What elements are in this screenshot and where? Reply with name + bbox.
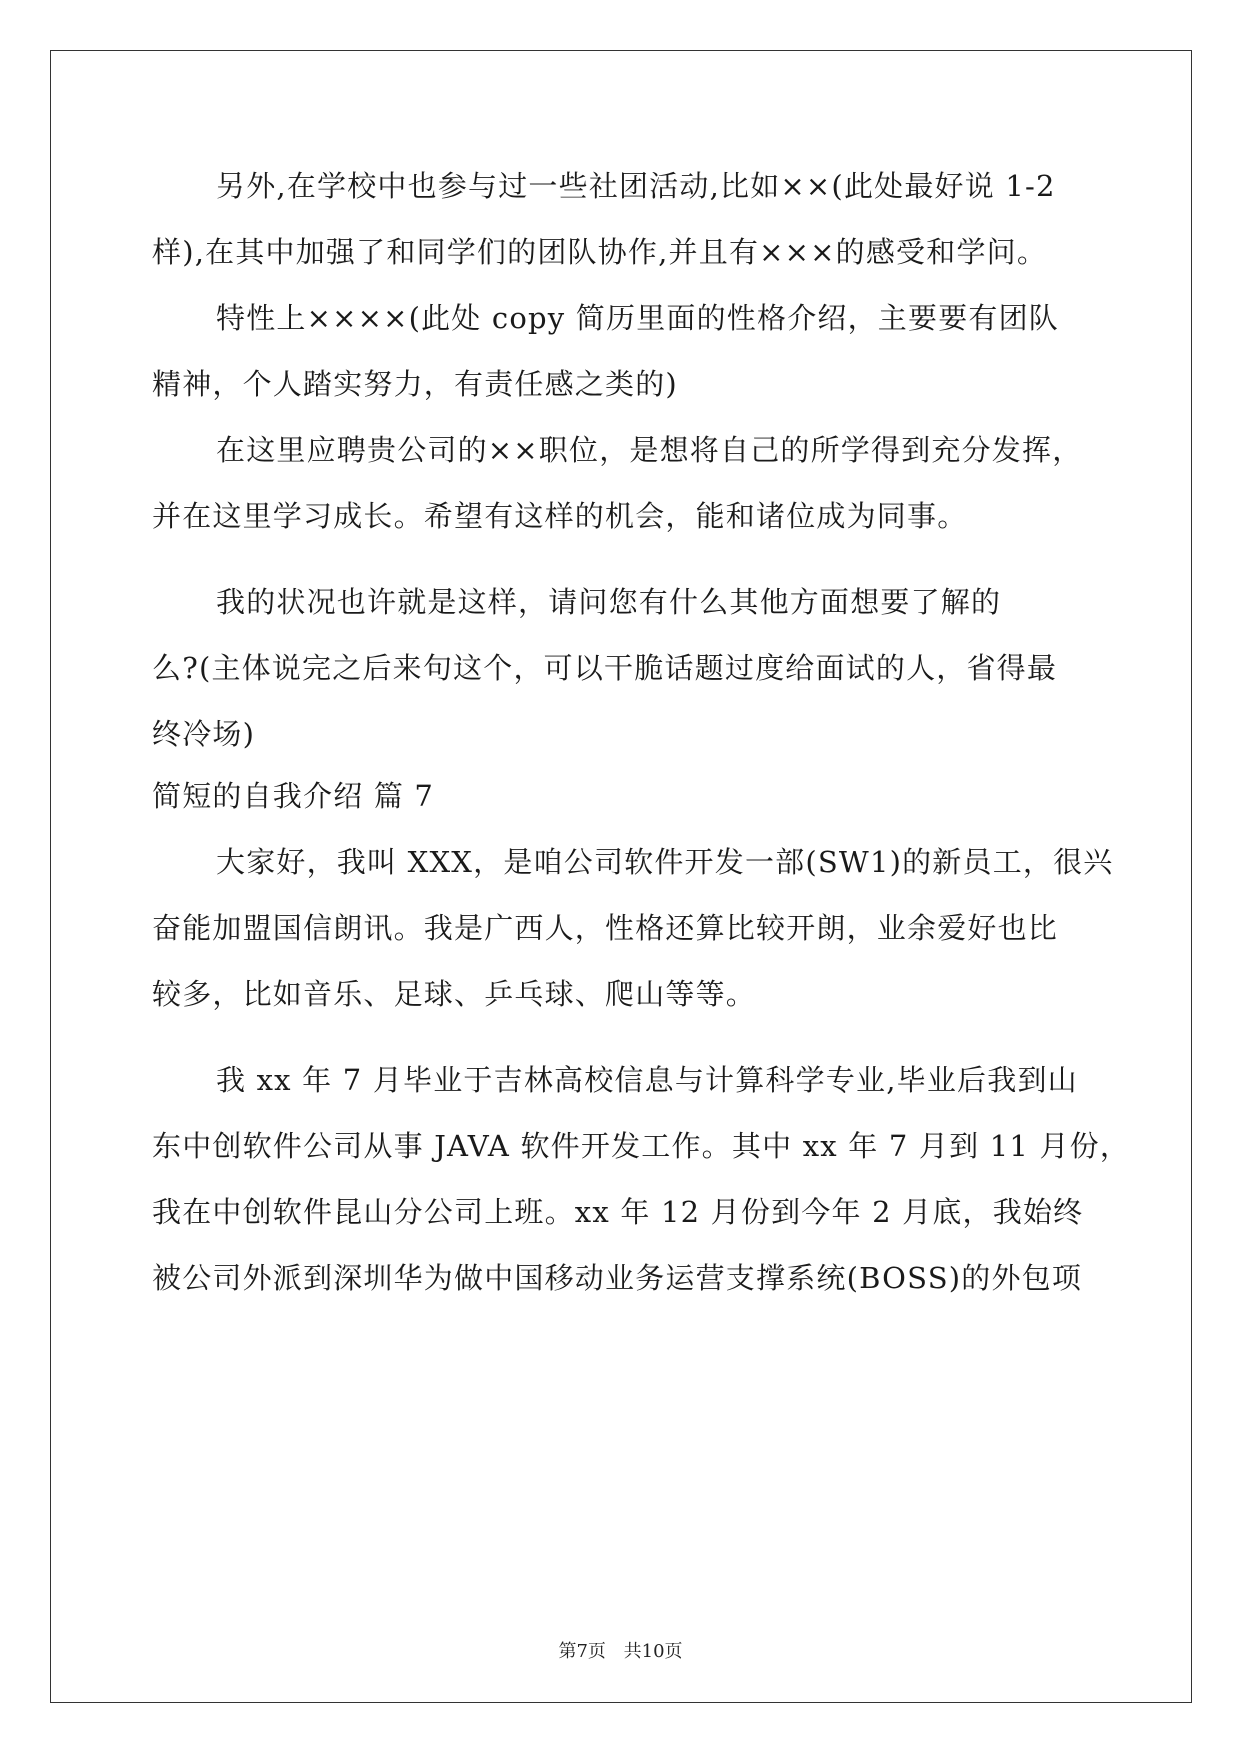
paragraph-line: 样),在其中加强了和同学们的团队协作,并且有×××的感受和学问。 [152, 235, 1048, 269]
paragraph-line: 么?(主体说完之后来句这个，可以干脆话题过度给面试的人，省得最 [152, 651, 1058, 685]
paragraph-line: 较多，比如音乐、足球、乒乓球、爬山等等。 [152, 977, 757, 1011]
paragraph-line: 我在中创软件昆山分公司上班。xx 年 12 月份到今年 2 月底，我始终 [152, 1195, 1084, 1229]
page-footer [0, 1637, 1241, 1663]
paragraph-line: 我的状况也许就是这样，请问您有什么其他方面想要了解的 [216, 585, 1002, 619]
paragraph-line: 奋能加盟国信朗讯。我是广西人，性格还算比较开朗，业余爱好也比 [152, 911, 1059, 945]
page-number-current: 第7页 [558, 1641, 606, 1662]
paragraph-line: 大家好，我叫 XXX，是咱公司软件开发一部(SW1)的新员工，很兴 [216, 845, 1114, 879]
paragraph-line: 特性上××××(此处 copy 简历里面的性格介绍，主要要有团队 [216, 301, 1059, 335]
paragraph-line: 东中创软件公司从事 JAVA 软件开发工作。其中 xx 年 7 月到 11 月份， [152, 1129, 1131, 1163]
section-heading: 简短的自我介绍 篇 7 [152, 779, 435, 813]
paragraph-line: 另外,在学校中也参与过一些社团活动,比如××(此处最好说 1-2 [216, 169, 1056, 203]
paragraph-line: 在这里应聘贵公司的××职位，是想将自己的所学得到充分发挥， [216, 433, 1083, 467]
paragraph-line: 我 xx 年 7 月毕业于吉林高校信息与计算科学专业,毕业后我到山 [216, 1063, 1078, 1097]
paragraph-line: 被公司外派到深圳华为做中国移动业务运营支撑系统(BOSS)的外包项 [152, 1261, 1083, 1295]
paragraph-line: 并在这里学习成长。希望有这样的机会，能和诸位成为同事。 [152, 499, 968, 533]
paragraph-line: 精神，个人踏实努力，有责任感之类的) [152, 367, 678, 401]
paragraph-line: 终冷场) [152, 717, 256, 751]
page-number-total: 共10页 [623, 1641, 683, 1662]
